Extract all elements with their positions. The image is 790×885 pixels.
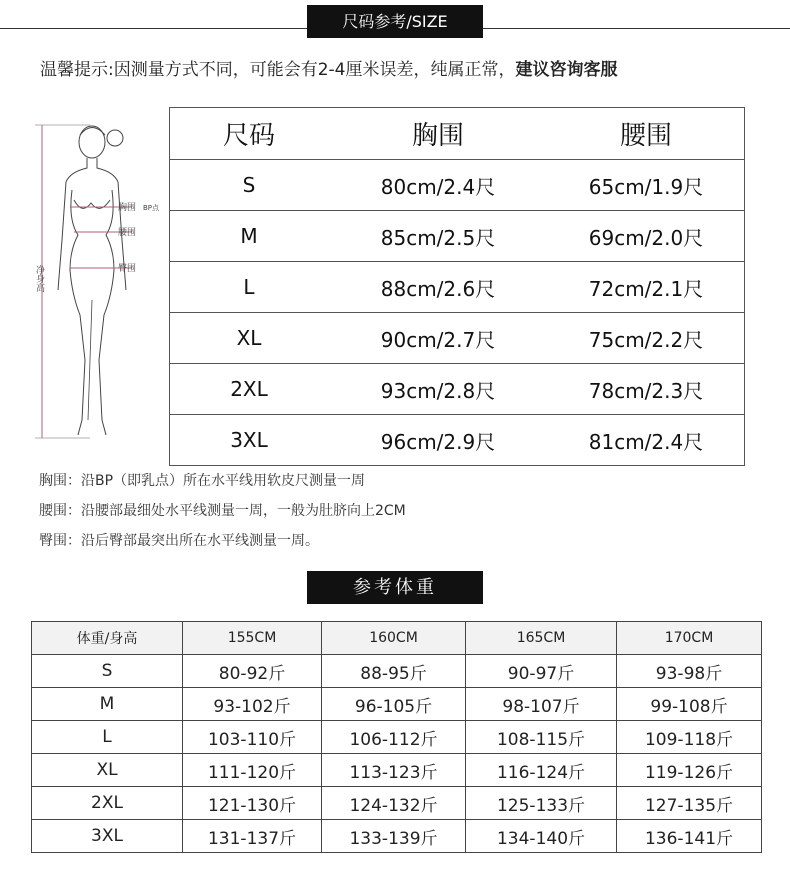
bust-label: 胸围 (118, 203, 137, 213)
weight-cell: 113-123斤 (322, 754, 466, 787)
weight-cell: 127-135斤 (617, 787, 762, 820)
size-cell: 3XL (170, 415, 329, 466)
size-cell: 3XL (32, 820, 183, 853)
bust-cell: 80cm/2.4尺 (328, 160, 548, 211)
page-title: 尺码参考/SIZE (307, 5, 483, 38)
size-cell: 2XL (32, 787, 183, 820)
notice-text (40, 55, 618, 80)
weight-header-label: 体重/身高 (32, 622, 183, 655)
weight-cell: 121-130斤 (183, 787, 322, 820)
waist-cell: 65cm/1.9尺 (548, 160, 745, 211)
note-hip: 臀围：沿后臀部最突出所在水平线测量一周。 (39, 533, 319, 549)
table-row (170, 160, 745, 211)
weight-cell: 131-137斤 (183, 820, 322, 853)
size-header-waist: 腰围 (548, 108, 745, 160)
weight-header-170: 170CM (617, 622, 762, 655)
weight-cell: 136-141斤 (617, 820, 762, 853)
table-row (32, 721, 762, 754)
table-row (170, 313, 745, 364)
weight-header-165: 165CM (466, 622, 617, 655)
weight-cell: 96-105斤 (322, 688, 466, 721)
weight-cell: 93-98斤 (617, 655, 762, 688)
size-cell: M (170, 211, 329, 262)
weight-cell: 88-95斤 (322, 655, 466, 688)
table-row (32, 688, 762, 721)
note-bust: 胸围：沿BP（即乳点）所在水平线用软皮尺测量一周 (39, 473, 366, 489)
bust-cell: 93cm/2.8尺 (328, 364, 548, 415)
weight-cell: 119-126斤 (617, 754, 762, 787)
weight-cell: 124-132斤 (322, 787, 466, 820)
table-row (32, 754, 762, 787)
weight-cell: 98-107斤 (466, 688, 617, 721)
weight-cell: 106-112斤 (322, 721, 466, 754)
bust-cell: 88cm/2.6尺 (328, 262, 548, 313)
table-row (170, 415, 745, 466)
size-cell: L (32, 721, 183, 754)
table-row (32, 820, 762, 853)
weight-cell: 108-115斤 (466, 721, 617, 754)
weight-cell: 99-108斤 (617, 688, 762, 721)
weight-header-160: 160CM (322, 622, 466, 655)
body-outline-drawing (30, 100, 165, 445)
bust-cell: 90cm/2.7尺 (328, 313, 548, 364)
weight-cell: 80-92斤 (183, 655, 322, 688)
table-row (170, 211, 745, 262)
size-cell: XL (32, 754, 183, 787)
weight-cell: 90-97斤 (466, 655, 617, 688)
weight-table (31, 621, 762, 853)
waist-cell: 78cm/2.3尺 (548, 364, 745, 415)
table-row (170, 364, 745, 415)
size-cell: XL (170, 313, 329, 364)
hip-label: 臀围 (118, 264, 137, 274)
waist-cell: 72cm/2.1尺 (548, 262, 745, 313)
table-row (170, 262, 745, 313)
size-cell: L (170, 262, 329, 313)
bp-label: BP点 (143, 204, 160, 212)
weight-header-155: 155CM (183, 622, 322, 655)
waist-cell: 81cm/2.4尺 (548, 415, 745, 466)
notice-emphasis: 建议咨询客服 (515, 60, 618, 80)
size-cell: S (170, 160, 329, 211)
header-rule-right (483, 28, 790, 29)
size-table (169, 107, 745, 466)
weight-cell: 109-118斤 (617, 721, 762, 754)
size-cell: 2XL (170, 364, 329, 415)
weight-cell: 93-102斤 (183, 688, 322, 721)
header-rule-left (0, 28, 307, 29)
table-row (32, 787, 762, 820)
waist-label: 腰围 (118, 228, 137, 238)
weight-cell: 111-120斤 (183, 754, 322, 787)
weight-table-header (32, 622, 762, 655)
waist-cell: 75cm/2.2尺 (548, 313, 745, 364)
height-label: 净身高 (34, 265, 44, 292)
size-cell: M (32, 688, 183, 721)
table-row (32, 655, 762, 688)
size-table-header (170, 108, 745, 160)
size-cell: S (32, 655, 183, 688)
weight-cell: 134-140斤 (466, 820, 617, 853)
bust-cell: 85cm/2.5尺 (328, 211, 548, 262)
bust-cell: 96cm/2.9尺 (328, 415, 548, 466)
weight-cell: 116-124斤 (466, 754, 617, 787)
size-header-size: 尺码 (170, 108, 329, 160)
waist-cell: 69cm/2.0尺 (548, 211, 745, 262)
weight-cell: 103-110斤 (183, 721, 322, 754)
note-waist: 腰围：沿腰部最细处水平线测量一周，一般为肚脐向上2CM (39, 503, 406, 519)
weight-section-title: 参考体重 (307, 571, 483, 604)
notice-main: 温馨提示:因测量方式不同，可能会有2-4厘米误差，纯属正常， (40, 60, 516, 80)
weight-cell: 133-139斤 (322, 820, 466, 853)
body-measure-figure (30, 100, 165, 445)
size-header-bust: 胸围 (328, 108, 548, 160)
weight-cell: 125-133斤 (466, 787, 617, 820)
